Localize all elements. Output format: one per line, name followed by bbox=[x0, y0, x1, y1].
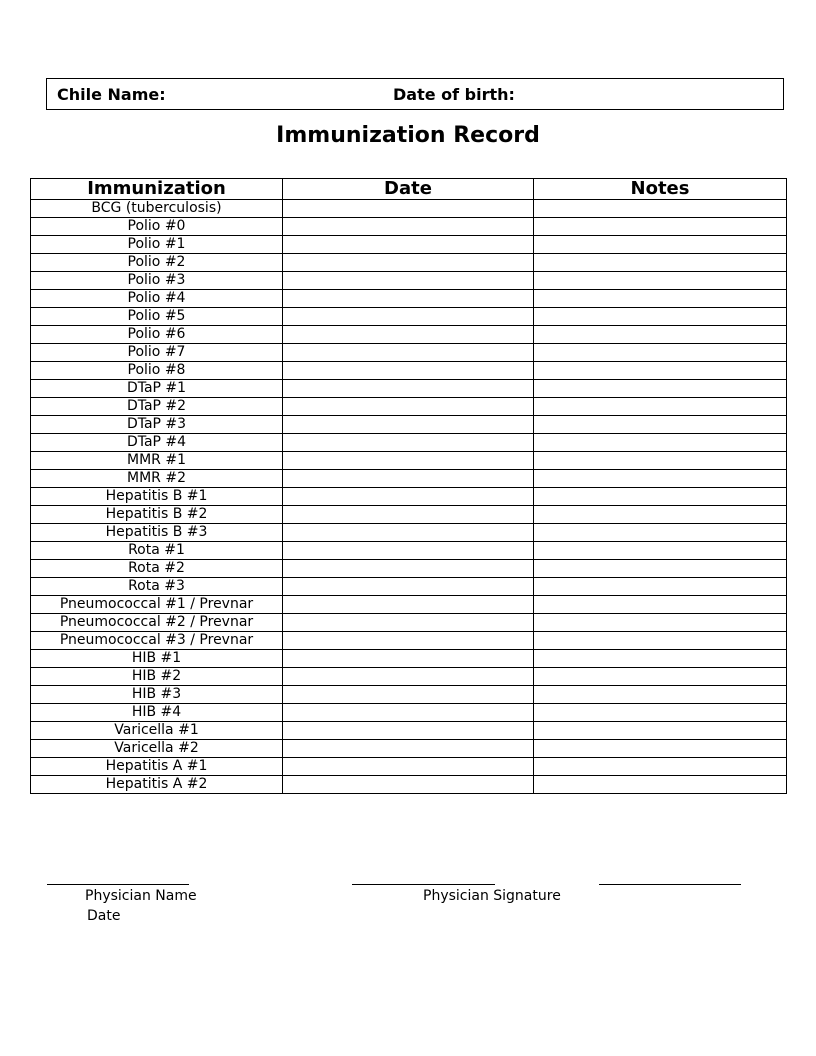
table-row bbox=[31, 740, 787, 758]
date-cell[interactable] bbox=[283, 668, 534, 686]
table-row bbox=[31, 632, 787, 650]
immunization-name-cell: Polio #2 bbox=[31, 254, 283, 272]
table-row bbox=[31, 506, 787, 524]
child-info-box bbox=[46, 78, 784, 110]
date-cell[interactable] bbox=[283, 452, 534, 470]
date-cell[interactable] bbox=[283, 326, 534, 344]
immunization-name-cell: BCG (tuberculosis) bbox=[31, 200, 283, 218]
date-cell[interactable] bbox=[283, 614, 534, 632]
immunization-name-cell: Polio #5 bbox=[31, 308, 283, 326]
notes-cell[interactable] bbox=[534, 380, 787, 398]
table-row bbox=[31, 686, 787, 704]
date-cell[interactable] bbox=[283, 524, 534, 542]
date-cell[interactable] bbox=[283, 362, 534, 380]
date-cell[interactable] bbox=[283, 344, 534, 362]
notes-cell[interactable] bbox=[534, 668, 787, 686]
notes-cell[interactable] bbox=[534, 560, 787, 578]
notes-cell[interactable] bbox=[534, 632, 787, 650]
table-row bbox=[31, 380, 787, 398]
immunization-name-cell: DTaP #4 bbox=[31, 434, 283, 452]
notes-cell[interactable] bbox=[534, 686, 787, 704]
date-cell[interactable] bbox=[283, 506, 534, 524]
notes-cell[interactable] bbox=[534, 470, 787, 488]
date-cell[interactable] bbox=[283, 254, 534, 272]
notes-cell[interactable] bbox=[534, 704, 787, 722]
immunization-name-cell: Polio #7 bbox=[31, 344, 283, 362]
table-row bbox=[31, 560, 787, 578]
date-cell[interactable] bbox=[283, 776, 534, 794]
date-cell[interactable] bbox=[283, 200, 534, 218]
immunization-name-cell: Hepatitis A #1 bbox=[31, 758, 283, 776]
date-cell[interactable] bbox=[283, 650, 534, 668]
immunization-name-cell: MMR #1 bbox=[31, 452, 283, 470]
notes-cell[interactable] bbox=[534, 578, 787, 596]
immunization-name-cell: Pneumococcal #3 / Prevnar bbox=[31, 632, 283, 650]
table-row bbox=[31, 308, 787, 326]
physician-signature-label: Physician Signature bbox=[423, 888, 561, 904]
immunization-name-cell: HIB #2 bbox=[31, 668, 283, 686]
date-cell[interactable] bbox=[283, 632, 534, 650]
date-cell[interactable] bbox=[283, 758, 534, 776]
table-row bbox=[31, 452, 787, 470]
date-cell[interactable] bbox=[283, 578, 534, 596]
immunization-name-cell: HIB #1 bbox=[31, 650, 283, 668]
table-row bbox=[31, 362, 787, 380]
date-cell[interactable] bbox=[283, 560, 534, 578]
table-row bbox=[31, 488, 787, 506]
table-row bbox=[31, 434, 787, 452]
immunization-name-cell: Varicella #2 bbox=[31, 740, 283, 758]
table-row bbox=[31, 398, 787, 416]
notes-cell[interactable] bbox=[534, 398, 787, 416]
immunization-name-cell: Rota #2 bbox=[31, 560, 283, 578]
immunization-name-cell: Polio #0 bbox=[31, 218, 283, 236]
notes-cell[interactable] bbox=[534, 776, 787, 794]
table-row bbox=[31, 470, 787, 488]
date-cell[interactable] bbox=[283, 236, 534, 254]
notes-cell[interactable] bbox=[534, 452, 787, 470]
date-cell[interactable] bbox=[283, 488, 534, 506]
notes-cell[interactable] bbox=[534, 542, 787, 560]
immunization-name-cell: Rota #1 bbox=[31, 542, 283, 560]
table-row bbox=[31, 668, 787, 686]
notes-cell[interactable] bbox=[534, 758, 787, 776]
notes-cell[interactable] bbox=[534, 650, 787, 668]
notes-cell[interactable] bbox=[534, 254, 787, 272]
date-cell[interactable] bbox=[283, 290, 534, 308]
date-cell[interactable] bbox=[283, 434, 534, 452]
date-of-birth-label: Date of birth: bbox=[393, 85, 515, 104]
date-cell[interactable] bbox=[283, 272, 534, 290]
notes-cell[interactable] bbox=[534, 524, 787, 542]
table-row bbox=[31, 578, 787, 596]
immunization-name-cell: Polio #1 bbox=[31, 236, 283, 254]
page-title: Immunization Record bbox=[276, 123, 540, 148]
immunization-name-cell: MMR #2 bbox=[31, 470, 283, 488]
notes-cell[interactable] bbox=[534, 506, 787, 524]
notes-cell[interactable] bbox=[534, 614, 787, 632]
notes-cell[interactable] bbox=[534, 200, 787, 218]
table-row bbox=[31, 200, 787, 218]
notes-cell[interactable] bbox=[534, 326, 787, 344]
column-header-notes: Notes bbox=[534, 179, 787, 200]
physician-name-label: Physician Name bbox=[85, 888, 197, 904]
notes-cell[interactable] bbox=[534, 434, 787, 452]
table-body bbox=[31, 200, 787, 794]
column-header-immunization: Immunization bbox=[31, 179, 283, 200]
table-row bbox=[31, 272, 787, 290]
immunization-name-cell: Pneumococcal #1 / Prevnar bbox=[31, 596, 283, 614]
notes-cell[interactable] bbox=[534, 272, 787, 290]
table-header-row bbox=[31, 179, 787, 200]
notes-cell[interactable] bbox=[534, 416, 787, 434]
date-line bbox=[599, 884, 741, 885]
immunization-name-cell: Hepatitis B #3 bbox=[31, 524, 283, 542]
date-cell[interactable] bbox=[283, 722, 534, 740]
table-row bbox=[31, 344, 787, 362]
immunization-name-cell: Polio #8 bbox=[31, 362, 283, 380]
table-row bbox=[31, 326, 787, 344]
table-row bbox=[31, 254, 787, 272]
table-row bbox=[31, 416, 787, 434]
table-row bbox=[31, 650, 787, 668]
notes-cell[interactable] bbox=[534, 218, 787, 236]
date-cell[interactable] bbox=[283, 218, 534, 236]
table-row bbox=[31, 290, 787, 308]
immunization-name-cell: DTaP #3 bbox=[31, 416, 283, 434]
notes-cell[interactable] bbox=[534, 344, 787, 362]
immunization-name-cell: Polio #3 bbox=[31, 272, 283, 290]
immunization-name-cell: HIB #3 bbox=[31, 686, 283, 704]
notes-cell[interactable] bbox=[534, 308, 787, 326]
notes-cell[interactable] bbox=[534, 236, 787, 254]
table-row bbox=[31, 542, 787, 560]
immunization-name-cell: Pneumococcal #2 / Prevnar bbox=[31, 614, 283, 632]
date-cell[interactable] bbox=[283, 542, 534, 560]
table-row bbox=[31, 758, 787, 776]
table-row bbox=[31, 614, 787, 632]
immunization-name-cell: DTaP #1 bbox=[31, 380, 283, 398]
immunization-name-cell: Polio #4 bbox=[31, 290, 283, 308]
table-row bbox=[31, 776, 787, 794]
physician-name-line bbox=[47, 884, 189, 885]
date-label: Date bbox=[87, 908, 121, 924]
column-header-date: Date bbox=[283, 179, 534, 200]
table-row bbox=[31, 524, 787, 542]
immunization-name-cell: Hepatitis B #1 bbox=[31, 488, 283, 506]
immunization-name-cell: DTaP #2 bbox=[31, 398, 283, 416]
date-cell[interactable] bbox=[283, 398, 534, 416]
notes-cell[interactable] bbox=[534, 722, 787, 740]
immunization-name-cell: HIB #4 bbox=[31, 704, 283, 722]
physician-signature-line bbox=[352, 884, 495, 885]
date-cell[interactable] bbox=[283, 308, 534, 326]
table-row bbox=[31, 596, 787, 614]
immunization-name-cell: Varicella #1 bbox=[31, 722, 283, 740]
child-name-label: Chile Name: bbox=[57, 85, 166, 104]
date-cell[interactable] bbox=[283, 686, 534, 704]
table-row bbox=[31, 704, 787, 722]
date-cell[interactable] bbox=[283, 380, 534, 398]
notes-cell[interactable] bbox=[534, 596, 787, 614]
notes-cell[interactable] bbox=[534, 290, 787, 308]
date-cell[interactable] bbox=[283, 416, 534, 434]
table-row bbox=[31, 218, 787, 236]
immunization-name-cell: Polio #6 bbox=[31, 326, 283, 344]
notes-cell[interactable] bbox=[534, 362, 787, 380]
table-row bbox=[31, 236, 787, 254]
immunization-name-cell: Rota #3 bbox=[31, 578, 283, 596]
notes-cell[interactable] bbox=[534, 740, 787, 758]
date-cell[interactable] bbox=[283, 704, 534, 722]
table-row bbox=[31, 722, 787, 740]
date-cell[interactable] bbox=[283, 740, 534, 758]
date-cell[interactable] bbox=[283, 470, 534, 488]
notes-cell[interactable] bbox=[534, 488, 787, 506]
immunization-name-cell: Hepatitis B #2 bbox=[31, 506, 283, 524]
immunization-name-cell: Hepatitis A #2 bbox=[31, 776, 283, 794]
immunization-table bbox=[30, 178, 787, 794]
date-cell[interactable] bbox=[283, 596, 534, 614]
